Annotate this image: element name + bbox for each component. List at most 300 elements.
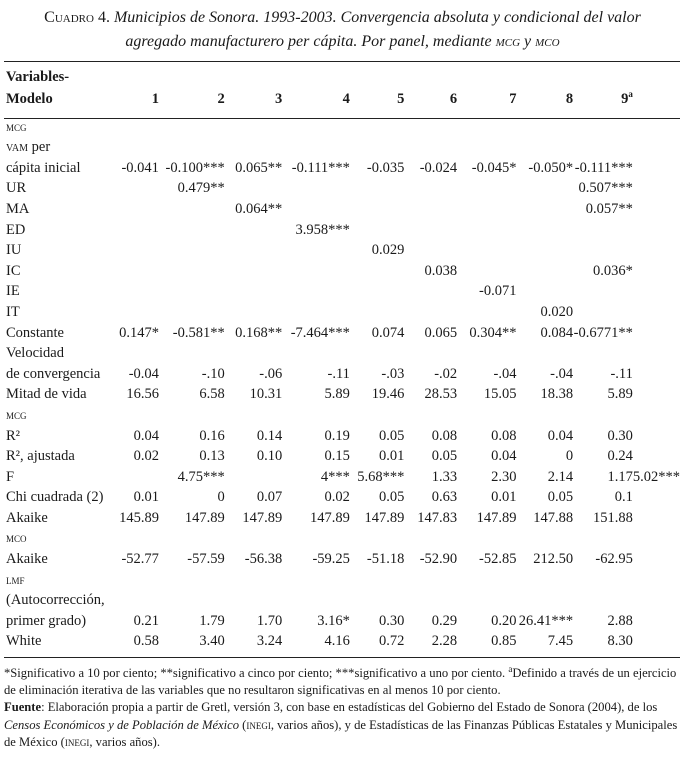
table-cell: 0.057** <box>585 200 633 217</box>
row-label: MA <box>6 200 30 217</box>
table-cell: -0.035 <box>366 159 405 176</box>
row-label: Velocidad <box>6 345 64 362</box>
table-cell <box>573 137 633 158</box>
table-cell <box>225 281 282 302</box>
table-cell: 28.53 <box>424 386 458 403</box>
table-cell: 0.20 <box>491 612 517 629</box>
table-row <box>4 590 680 611</box>
header-col-1: 1 <box>151 91 159 107</box>
table-cell: 0.020 <box>540 303 574 320</box>
source-text-c: , varios años), y de Estadísticas de las Finanzas Públicas Estatales y Municipales de México ( <box>4 717 678 749</box>
table-cell: 3.958*** <box>295 221 350 238</box>
table-cell <box>404 116 457 137</box>
table-cell <box>457 569 516 590</box>
table-cell: -52.77 <box>121 551 159 568</box>
table-row <box>4 384 680 405</box>
table-cell: 0.065** <box>235 159 283 176</box>
table-cell <box>517 198 574 219</box>
table-cell <box>404 240 457 261</box>
table-cell <box>113 528 159 549</box>
row-label: UR <box>6 180 27 197</box>
results-table <box>4 66 680 651</box>
table-cell: 0.01 <box>133 489 159 506</box>
table-cell: 18.38 <box>540 386 574 403</box>
table-cell <box>350 404 404 425</box>
table-cell <box>159 343 225 364</box>
table-cell: 0.036* <box>593 262 633 279</box>
source-text-b: ( <box>239 717 247 732</box>
table-cell: -59.25 <box>312 551 350 568</box>
table-row <box>4 528 680 549</box>
row-label: White <box>6 633 42 650</box>
table-cell <box>159 219 225 240</box>
table-cell <box>457 240 516 261</box>
table-cell: 2.88 <box>607 612 633 629</box>
table-cell: 6.58 <box>199 386 225 403</box>
table-row <box>4 260 680 281</box>
header-label-line-2: Modelo <box>6 91 53 107</box>
table-cell: 0.15 <box>324 448 350 465</box>
table-cell <box>573 240 633 261</box>
table-cell <box>404 178 457 199</box>
table-cell <box>113 240 159 261</box>
table-cell <box>282 528 350 549</box>
table-cell: 1.79 <box>199 612 225 629</box>
row-label: Chi cuadrada (2) <box>6 489 104 506</box>
table-cell: -0.04 <box>128 365 159 382</box>
table-row <box>4 631 680 652</box>
table-cell <box>404 301 457 322</box>
table-cell <box>457 590 516 611</box>
note-sup: a <box>508 663 513 674</box>
table-cell <box>457 343 516 364</box>
table-cell <box>159 569 225 590</box>
header-col-9 <box>573 66 633 116</box>
table-cell <box>350 116 404 137</box>
table-cell: 4.16 <box>324 633 350 650</box>
table-cell <box>457 301 516 322</box>
table-cell <box>113 260 159 281</box>
table-cell: 1.17 <box>607 468 633 485</box>
table-cell <box>404 198 457 219</box>
table-cell <box>517 590 574 611</box>
row-label: mcg <box>6 406 27 422</box>
table-cell: 0.02 <box>133 448 159 465</box>
header-col-6: 6 <box>449 91 458 107</box>
table-cell <box>457 116 516 137</box>
row-label <box>4 137 113 158</box>
table-cell: 0.507*** <box>578 180 633 197</box>
table-cell: 0.21 <box>133 612 159 629</box>
table-cell: 5.89 <box>324 386 350 403</box>
table-cell: 0.85 <box>491 633 517 650</box>
row-label: IC <box>6 262 21 279</box>
table-cell: 3.24 <box>256 633 283 650</box>
table-cell: 147.89 <box>184 509 225 526</box>
table-cell <box>225 569 282 590</box>
table-cell <box>282 590 350 611</box>
table-cell <box>350 219 404 240</box>
table-cell <box>225 404 282 425</box>
table-cell <box>350 569 404 590</box>
table-cell: 5.02*** <box>632 468 680 485</box>
table-cell <box>113 343 159 364</box>
row-label: Constante <box>6 324 64 341</box>
table-cell: 0.05 <box>431 448 458 465</box>
table-cell: -.02 <box>434 365 458 382</box>
table-row <box>4 322 680 343</box>
table-cell: 0.05 <box>547 489 574 506</box>
table-cell <box>457 404 516 425</box>
table-cell: 0.08 <box>431 427 458 444</box>
table-row <box>4 363 680 384</box>
table-cell: 3.40 <box>199 633 225 650</box>
table-cell: 0.05 <box>378 489 405 506</box>
significance-note <box>4 665 680 699</box>
header-col-8: 8 <box>565 91 574 107</box>
table-cell <box>457 198 516 219</box>
table-cell: 2.14 <box>547 468 574 485</box>
row-label: mco <box>6 530 27 546</box>
table-cell <box>225 219 282 240</box>
table-cell: 145.89 <box>119 509 159 526</box>
table-cell: 0.1 <box>614 489 633 506</box>
table-cell: 151.88 <box>593 509 633 526</box>
table-caption <box>0 6 685 54</box>
table-row <box>4 281 680 302</box>
table-cell <box>517 260 574 281</box>
row-label: (Autocorrección, <box>6 592 105 609</box>
table-cell: 0.02 <box>324 489 350 506</box>
table-row <box>4 610 680 631</box>
table-cell <box>113 198 159 219</box>
table-cell <box>225 137 282 158</box>
table-row <box>4 425 680 446</box>
table-cell: 0.168** <box>235 324 283 341</box>
table-cell: 0 <box>217 489 225 506</box>
table-cell <box>225 528 282 549</box>
table-cell: 0.04 <box>491 448 517 465</box>
table-cell <box>350 281 404 302</box>
table-row <box>4 548 680 569</box>
table-cell: -57.59 <box>187 551 225 568</box>
header-col-3: 3 <box>275 91 283 107</box>
table-cell: -52.90 <box>419 551 458 568</box>
table-cell: 0.147* <box>119 324 159 341</box>
table-cell <box>159 240 225 261</box>
caption-mcg: mcg <box>495 33 521 50</box>
table-cell <box>282 260 350 281</box>
table-cell: 0.72 <box>378 633 405 650</box>
table-row <box>4 487 680 508</box>
table-cell <box>573 116 633 137</box>
header-col-9-number: 9 <box>621 91 629 107</box>
row-label: Mitad de vida <box>6 386 87 403</box>
table-cell <box>159 528 225 549</box>
table-cell <box>225 343 282 364</box>
table-cell: -52.85 <box>479 551 517 568</box>
table-cell: 1.70 <box>256 612 283 629</box>
source-text-a: : Elaboración propia a partir de Gretl, versión 3, con base en estadísticas del Gobierno del Estado de Sonora (2004), de los <box>41 700 658 715</box>
table-cell: 0.05 <box>378 427 405 444</box>
table-cell: 0.074 <box>371 324 405 341</box>
table-cell <box>159 404 225 425</box>
table-cell: 4.75*** <box>177 468 225 485</box>
table-cell: -0.050* <box>528 159 574 176</box>
table-cell <box>404 343 457 364</box>
table-cell <box>457 219 516 240</box>
table-cell <box>457 137 516 158</box>
row-label: primer grado) <box>6 612 87 629</box>
top-rule <box>4 61 680 62</box>
table-cell: 16.56 <box>126 386 159 403</box>
table-cell <box>282 240 350 261</box>
header-label <box>4 66 113 116</box>
table-cell: 7.45 <box>547 633 574 650</box>
table-cell <box>350 590 404 611</box>
table-row <box>4 301 680 322</box>
bottom-rule <box>4 657 680 658</box>
table-cell: 0.084 <box>540 324 574 341</box>
table-cell: 0.04 <box>133 427 159 444</box>
caption-mco: mco <box>535 33 560 50</box>
table-cell: 4*** <box>320 468 350 485</box>
table-cell <box>404 281 457 302</box>
source-inegi-1: inegi <box>246 717 271 732</box>
caption-line-1 <box>0 6 685 30</box>
table-cell: -.11 <box>610 365 633 382</box>
definition-text: Definido a través de un ejercicio de eliminación iterativa de las variables que no resultaron significativas en al menos 10 por ciento. <box>4 666 677 698</box>
header-col-7: 7 <box>509 91 517 107</box>
table-cell <box>517 178 574 199</box>
table-cell: -51.18 <box>366 551 405 568</box>
table-cell <box>225 240 282 261</box>
table-cell: 147.89 <box>476 509 517 526</box>
table-cell: 1.33 <box>431 468 458 485</box>
table-cell <box>113 590 159 611</box>
table-cell: -0.111*** <box>574 159 633 176</box>
row-label-rest: per <box>28 139 51 156</box>
table-cell <box>573 528 633 549</box>
table-row <box>4 507 680 528</box>
table-cell: 0.63 <box>431 489 458 506</box>
table-cell: 0.064** <box>235 200 283 217</box>
source-text-d: , varios años). <box>89 734 161 749</box>
table-cell <box>573 281 633 302</box>
table-cell <box>282 301 350 322</box>
table-row <box>4 466 680 487</box>
table-cell <box>282 404 350 425</box>
table-cell <box>350 260 404 281</box>
table-cell: -0.6771** <box>573 324 633 341</box>
table-cell <box>282 569 350 590</box>
caption-line-2 <box>0 30 685 54</box>
table-cell: 5.89 <box>607 386 633 403</box>
table-cell: 0.58 <box>133 633 159 650</box>
table-cell: -0.045* <box>471 159 517 176</box>
table-row <box>4 137 680 158</box>
table-cell: -62.95 <box>595 551 633 568</box>
table-cell: 147.89 <box>364 509 405 526</box>
table-cell <box>282 343 350 364</box>
table-cell <box>404 219 457 240</box>
table-cell: 15.05 <box>483 386 517 403</box>
row-label: Akaike <box>6 509 48 526</box>
table-cell <box>517 137 574 158</box>
caption-title-2a: agregado manufacturero per cápita. Por panel, mediante <box>125 33 496 50</box>
table-cell: 0 <box>565 448 574 465</box>
source-inegi-2: inegi <box>64 734 90 749</box>
table-cell <box>457 178 516 199</box>
table-cell <box>517 219 574 240</box>
table-cell: 0.14 <box>256 427 283 444</box>
table-cell <box>113 178 159 199</box>
table-cell: 0.10 <box>256 448 283 465</box>
table-cell <box>113 569 159 590</box>
table-cell: 19.46 <box>371 386 405 403</box>
table-cell: 0.30 <box>607 427 633 444</box>
table-cell: -0.100*** <box>165 159 225 176</box>
row-label: F <box>6 468 15 485</box>
table-cell <box>573 404 633 425</box>
row-label: R² <box>6 427 21 444</box>
table-cell <box>404 528 457 549</box>
row-label: cápita inicial <box>6 159 81 176</box>
table-cell <box>457 260 516 281</box>
table-cell <box>573 301 633 322</box>
table-row <box>4 116 680 137</box>
table-cell <box>517 240 574 261</box>
table-row <box>4 446 680 467</box>
table-cell <box>404 569 457 590</box>
table-cell: 0.13 <box>199 448 225 465</box>
table-cell <box>159 301 225 322</box>
table-cell <box>282 116 350 137</box>
table-cell <box>282 281 350 302</box>
table-row <box>4 198 680 219</box>
row-label: de convergencia <box>6 365 101 382</box>
table-cell <box>113 116 159 137</box>
row-label: IU <box>6 242 22 259</box>
row-label: IE <box>6 283 20 300</box>
table-cell: -0.041 <box>121 159 159 176</box>
table-cell: -.04 <box>493 365 517 382</box>
table-cell: 0.029 <box>371 242 405 259</box>
header-col-5: 5 <box>397 91 405 107</box>
row-label: Akaike <box>6 551 48 568</box>
table-row <box>4 178 680 199</box>
table-cell <box>573 343 633 364</box>
table-cell <box>225 590 282 611</box>
table-cell <box>159 590 225 611</box>
header-label-line-1: Variables- <box>6 69 70 85</box>
table-cell: 0.01 <box>378 448 405 465</box>
table-cell <box>113 301 159 322</box>
table-cell: 147.89 <box>242 509 283 526</box>
table-cell: 3.16* <box>317 612 350 629</box>
caption-label: Cuadro 4. <box>44 9 110 26</box>
table-cell <box>159 198 225 219</box>
table-cell: 0.30 <box>378 612 405 629</box>
table-cell <box>113 137 159 158</box>
significance-text: *Significativo a 10 por ciento; **significativo a cinco por ciento; ***significativo a uno por ciento. <box>4 666 509 680</box>
table-cell <box>517 343 574 364</box>
table-cell <box>225 178 282 199</box>
table-cell: -56.38 <box>244 551 283 568</box>
table-cell: 10.31 <box>249 386 283 403</box>
table-cell <box>350 178 404 199</box>
table-cell: 147.83 <box>417 509 458 526</box>
table-notes <box>4 665 680 751</box>
table-cell <box>225 260 282 281</box>
table-cell <box>404 590 457 611</box>
caption-title-1: Municipios de Sonora. 1993-2003. Convergencia absoluta y condicional del valor <box>113 9 641 26</box>
table-cell: -7.464*** <box>290 324 350 341</box>
row-label-acronym: vam <box>6 139 29 156</box>
table-cell: -.03 <box>381 365 405 382</box>
table-cell: -0.024 <box>419 159 458 176</box>
table-cell <box>573 219 633 240</box>
table-row <box>4 404 680 425</box>
table-row <box>4 157 680 178</box>
table-cell <box>517 281 574 302</box>
table-cell <box>159 137 225 158</box>
table-cell <box>159 260 225 281</box>
row-label: mcg <box>6 118 27 134</box>
table-cell: 0.08 <box>491 427 517 444</box>
table-cell: 2.30 <box>491 468 517 485</box>
table-cell: -.06 <box>259 365 283 382</box>
table-cell <box>225 116 282 137</box>
table-cell <box>159 116 225 137</box>
table-cell <box>350 528 404 549</box>
table-cell: 0.29 <box>431 612 458 629</box>
header-col-4: 4 <box>342 91 350 107</box>
table-cell: -0.071 <box>479 283 517 300</box>
table-cell: 0.479** <box>177 180 225 197</box>
table-cell <box>282 198 350 219</box>
table-row <box>4 343 680 364</box>
table-cell: 0.304** <box>469 324 517 341</box>
row-label: lmf <box>6 571 25 587</box>
table-cell <box>517 569 574 590</box>
table-cell <box>350 343 404 364</box>
table-cell <box>404 137 457 158</box>
row-label: ED <box>6 221 26 238</box>
table-cell <box>573 590 633 611</box>
table-cell <box>517 404 574 425</box>
table-cell <box>113 281 159 302</box>
table-cell: -.04 <box>550 365 574 382</box>
table-cell: -.10 <box>201 365 225 382</box>
table-cell: 0.07 <box>256 489 283 506</box>
table-cell <box>350 301 404 322</box>
row-label: IT <box>6 303 20 320</box>
source-census: Censos Económicos y de Población de México <box>4 717 240 732</box>
table-cell <box>517 116 574 137</box>
table-cell <box>113 219 159 240</box>
table-cell: -.11 <box>327 365 350 382</box>
table-row <box>4 219 680 240</box>
table-cell <box>282 137 350 158</box>
source-note <box>4 699 680 751</box>
table-cell <box>113 404 159 425</box>
header-col-2: 2 <box>217 91 225 107</box>
table-cell: 0.04 <box>547 427 574 444</box>
table-cell: -0.581** <box>172 324 225 341</box>
table-cell: 5.68*** <box>357 468 405 485</box>
table-cell <box>350 137 404 158</box>
